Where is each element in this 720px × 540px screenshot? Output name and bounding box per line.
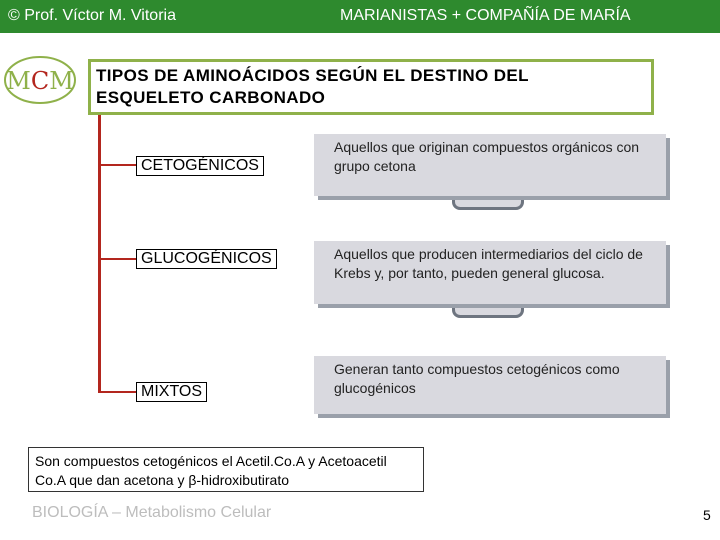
desc-tab-cetogenicos	[452, 196, 524, 210]
desc-cetogenicos: Aquellos que originan compuestos orgánicos con grupo cetona	[314, 134, 666, 196]
desc-glucogenicos: Aquellos que producen intermediarios del ciclo de Krebs y, por tanto, pueden general glucosa.	[314, 241, 666, 304]
footer-course: BIOLOGÍA – Metabolismo Celular	[32, 504, 272, 521]
tree-trunk-line	[98, 115, 101, 393]
note-box: Son compuestos cetogénicos el Acetil.Co.A y Acetoacetil Co.A que dan acetona y β-hidroxibutirato	[28, 447, 424, 492]
title-line-2: ESQUELETO CARBONADO	[96, 88, 326, 107]
label-cetogenicos: CETOGÉNICOS	[136, 156, 264, 176]
branch-line-mixtos	[98, 391, 136, 393]
school-label: MARIANISTAS + COMPAÑÍA DE MARÍA	[340, 7, 631, 24]
desc-tab-glucogenicos	[452, 304, 524, 318]
branch-line-cetogenicos	[98, 164, 136, 166]
page-number: 5	[703, 507, 711, 523]
title-line-1: TIPOS DE AMINOÁCIDOS SEGÚN EL DESTINO DEL	[96, 66, 529, 85]
slide-title	[96, 65, 656, 109]
label-mixtos: MIXTOS	[136, 382, 207, 402]
label-glucogenicos: GLUCOGÉNICOS	[136, 249, 277, 269]
desc-mixtos: Generan tanto compuestos cetogénicos como glucogénicos	[314, 356, 666, 414]
mcm-logo	[4, 56, 76, 104]
author-label: © Prof. Víctor M. Vitoria	[8, 7, 176, 24]
branch-line-glucogenicos	[98, 258, 136, 260]
svg-text:MCM: MCM	[6, 67, 74, 95]
